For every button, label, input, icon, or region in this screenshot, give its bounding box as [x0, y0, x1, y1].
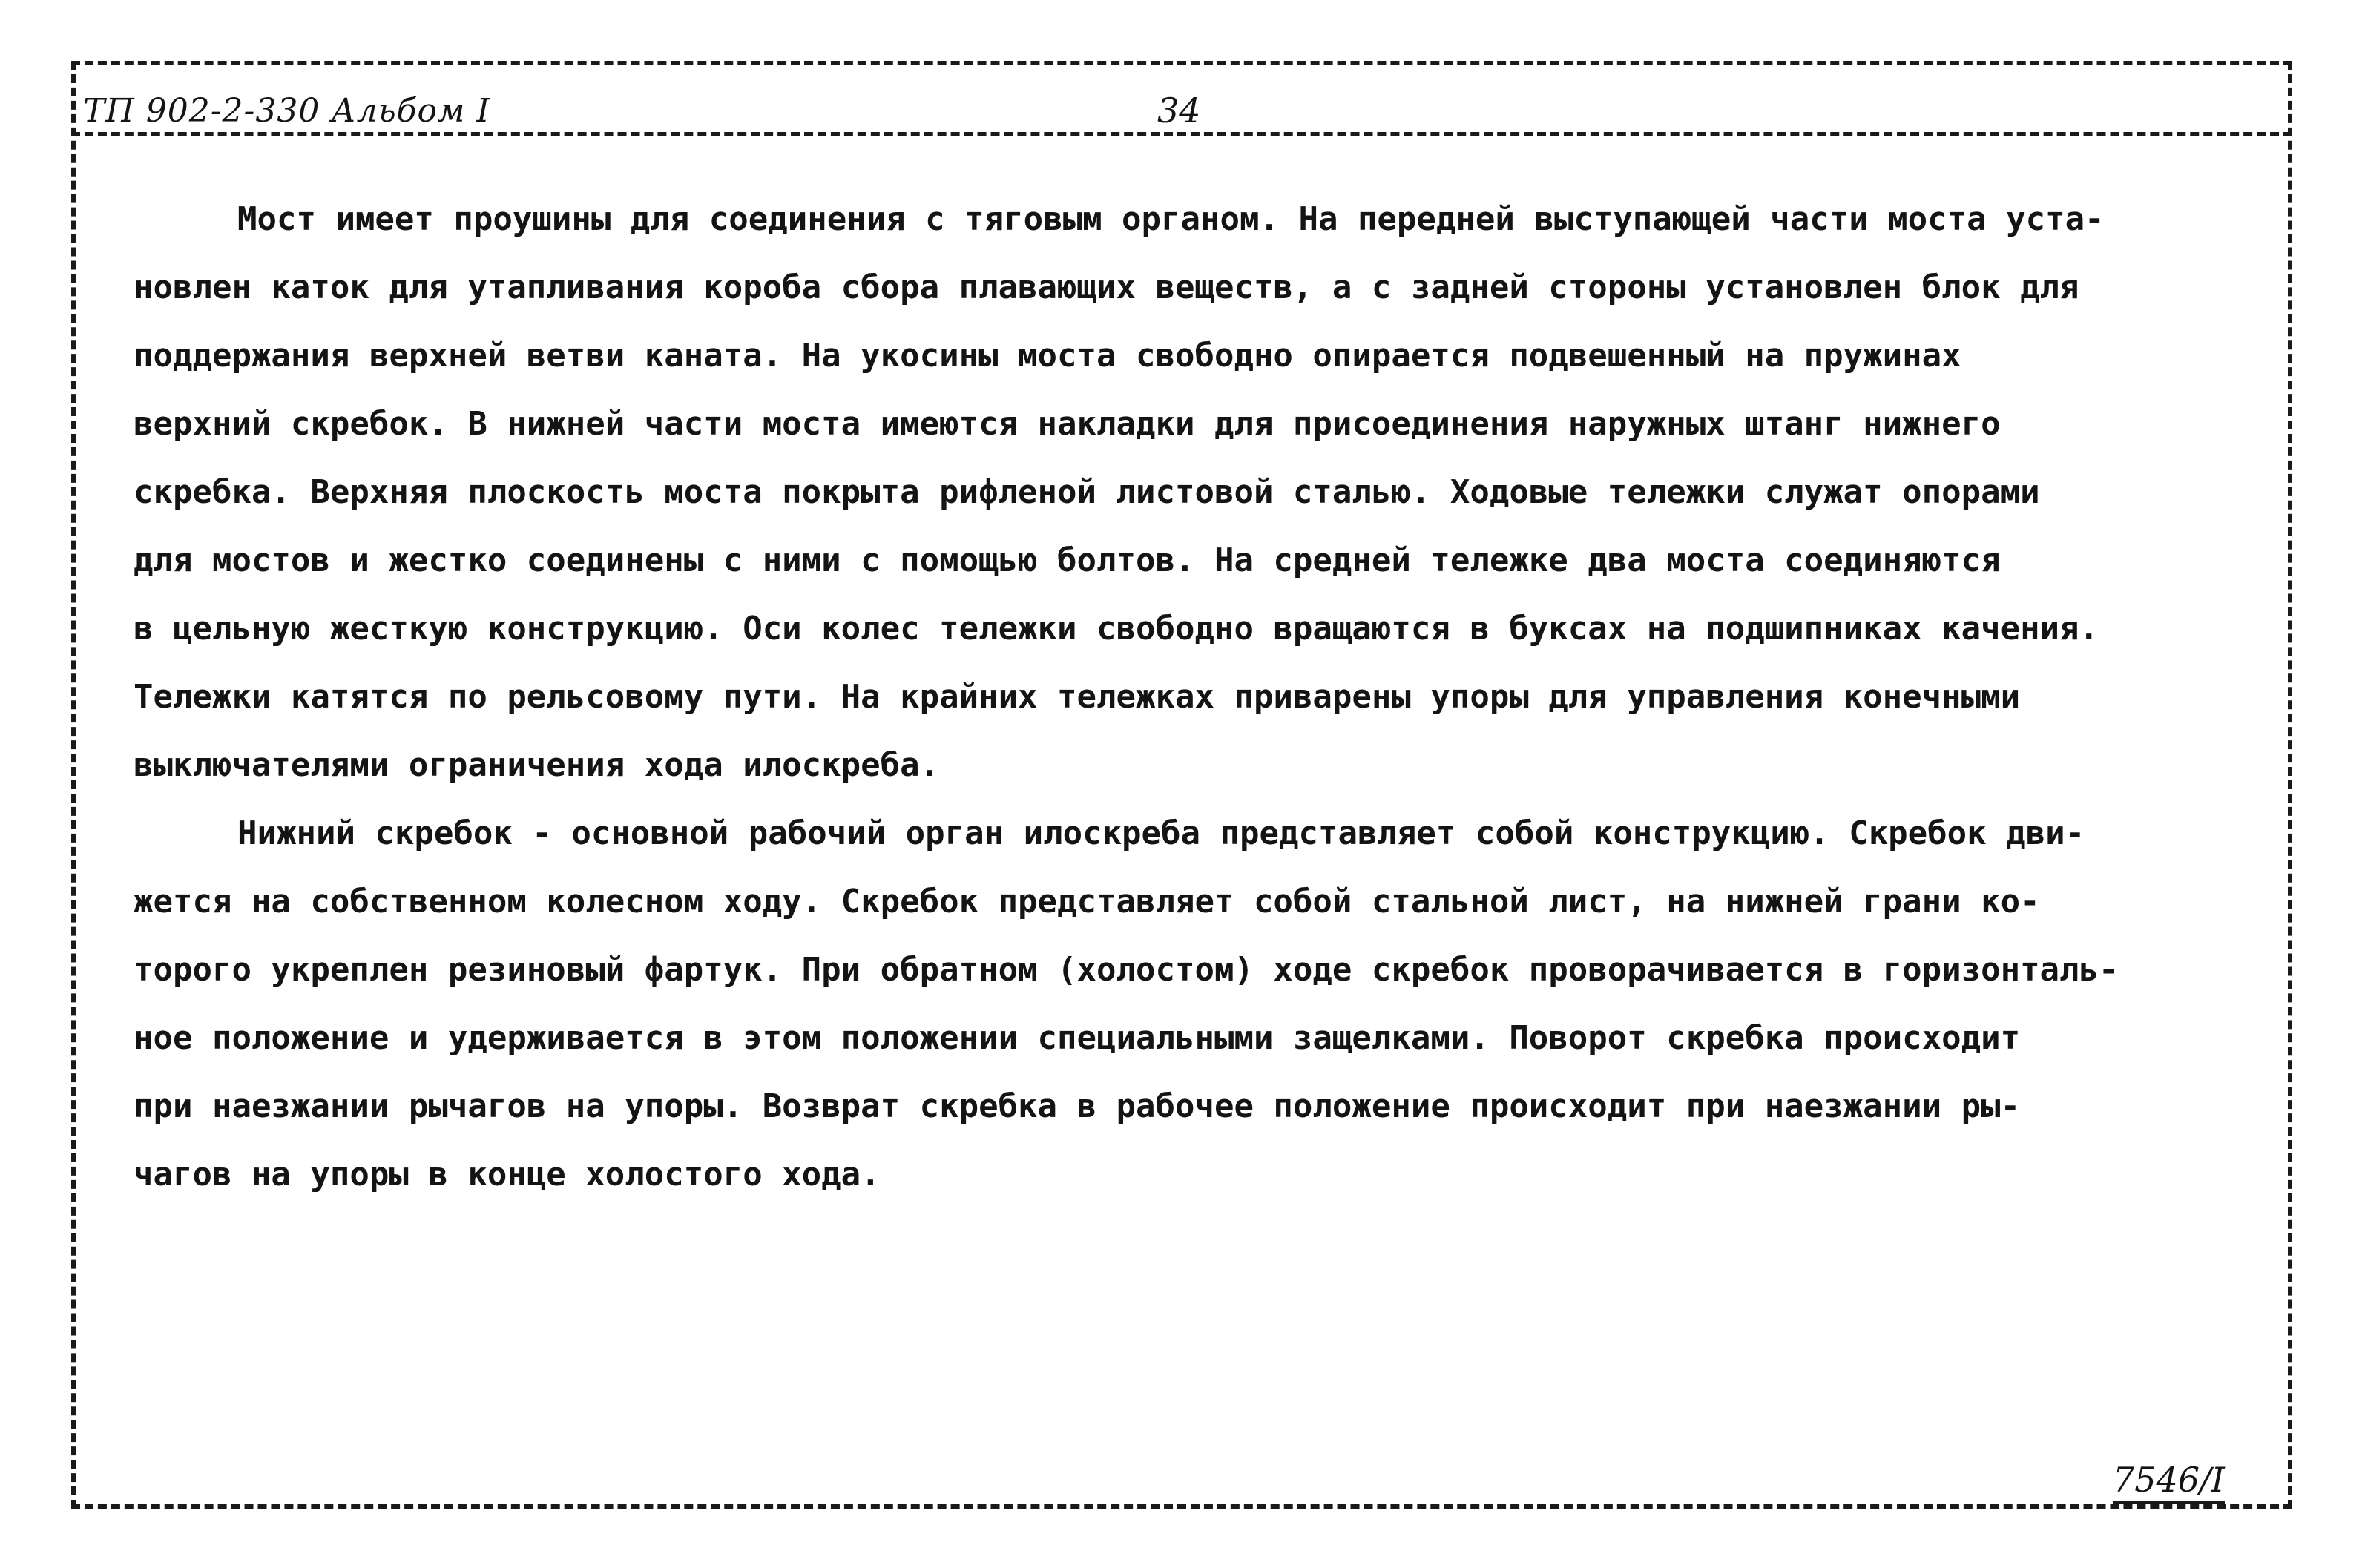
- text-line: для мостов и жестко соединены с ними с помощью болтов. На средней тележке два моста соединяются: [134, 541, 2001, 579]
- text-line: при наезжании рычагов на упоры. Возврат скребка в рабочее положение происходит при наезжании ры-: [134, 1087, 2021, 1125]
- inventory-number: 7546/I: [2113, 1460, 2225, 1504]
- text-line: верхний скребок. В нижней части моста имеются накладки для присоединения наружных штанг нижнего: [134, 405, 2001, 443]
- body-text: [134, 185, 2240, 1209]
- text-line: Нижний скребок - основной рабочий орган илоскреба представляет собой конструкцию. Скребок дви-: [237, 814, 2085, 852]
- text-line: выключателями ограничения хода илоскреба.: [134, 746, 940, 784]
- header-divider: [71, 132, 2292, 136]
- text-line: чагов на упоры в конце холостого хода.: [134, 1156, 881, 1193]
- text-line: ное положение и удерживается в этом положении специальными защелками. Поворот скребка происходит: [134, 1019, 2021, 1057]
- text-line: в цельную жесткую конструкцию. Оси колес тележки свободно вращаются в буксах на подшипниках качения.: [134, 610, 2099, 648]
- text-line: Мост имеет проушины для соединения с тяговым органом. На передней выступающей части моста уста-: [237, 200, 2105, 238]
- text-line: скребка. Верхняя плоскость моста покрыта рифленой листовой сталью. Ходовые тележки служат опорами: [134, 473, 2040, 511]
- text-line: Тележки катятся по рельсовому пути. На крайних тележках приварены упоры для управления конечными: [134, 678, 2021, 716]
- text-line: торого укреплен резиновый фартук. При обратном (холостом) ходе скребок проворачивается в горизонталь-: [134, 951, 2119, 989]
- text-line: новлен каток для утапливания короба сбора плавающих веществ, а с задней стороны установлен блок для: [134, 269, 2079, 306]
- text-line: поддержания верхней ветви каната. На укосины моста свободно опирается подвешенный на пружинах: [134, 337, 1961, 375]
- text-line: жется на собственном колесном ходу. Скребок представляет собой стальной лист, на нижней грани ко-: [134, 883, 2040, 920]
- document-code: ТП 902-2-330 Альбом I: [83, 92, 490, 130]
- page-number: 34: [1157, 90, 1201, 131]
